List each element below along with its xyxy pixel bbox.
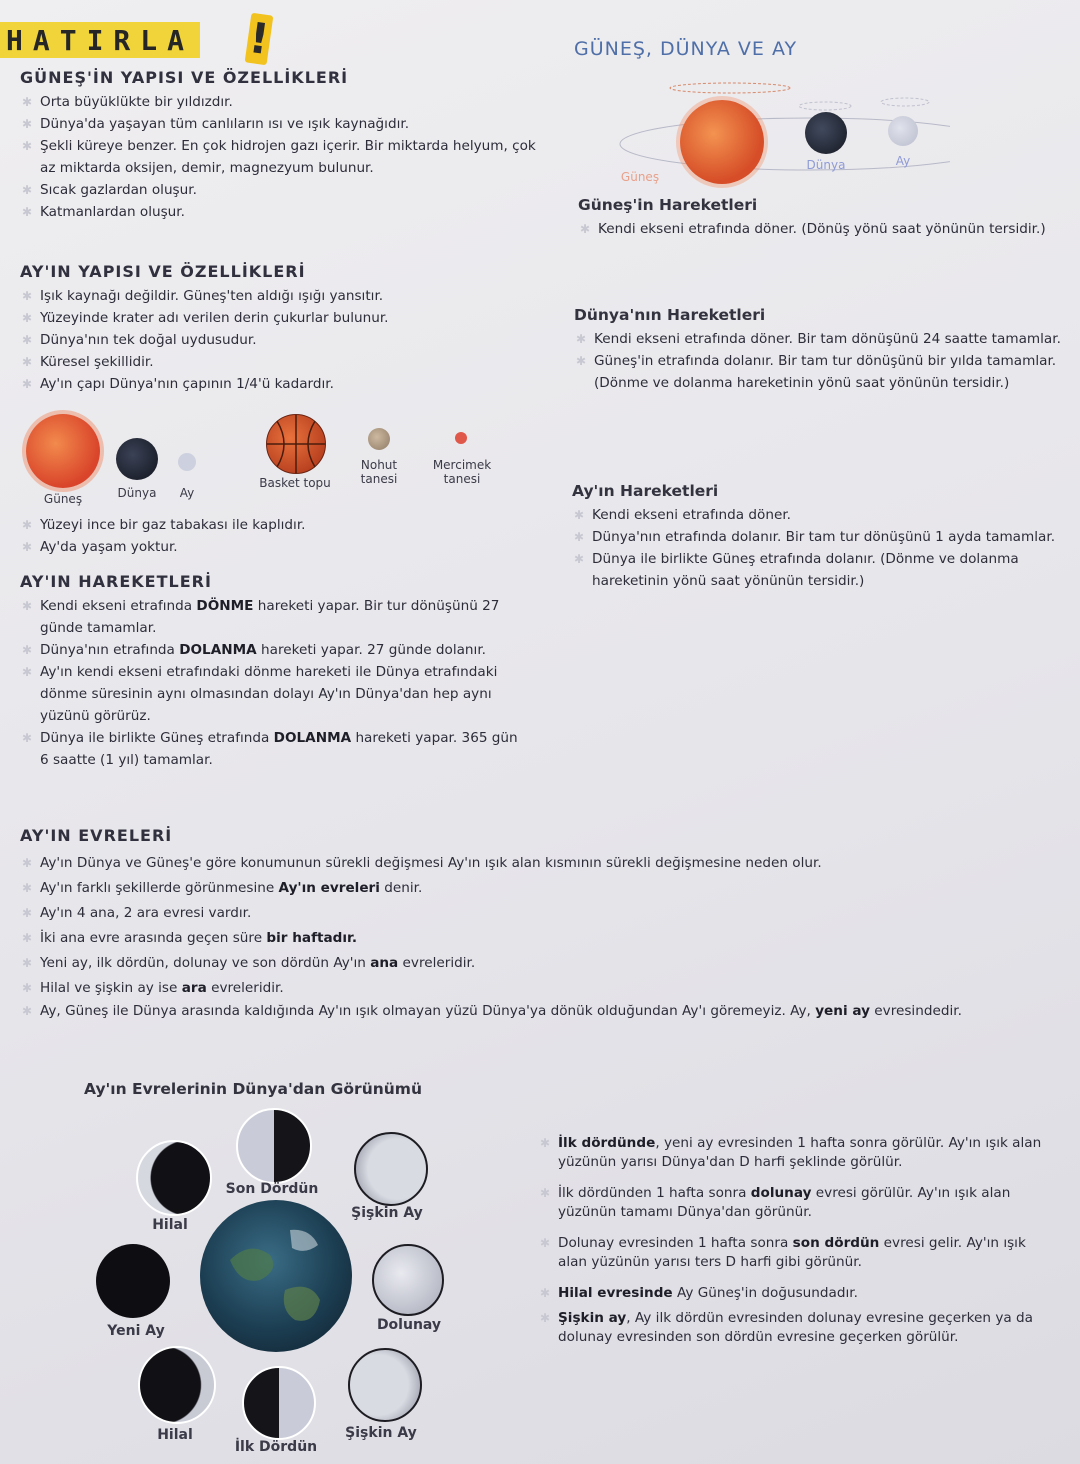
exclamation-mark: !: [246, 12, 272, 65]
basketball-icon: [266, 414, 326, 474]
last-quarter-moon-icon: [236, 1108, 312, 1184]
moon-label: Ay: [895, 154, 911, 168]
sun-caption: Güneş: [43, 492, 83, 506]
moon-movements-right-section: [572, 482, 1062, 592]
moon-icon: [178, 453, 196, 471]
size-comparison-illustration: [20, 408, 540, 512]
first-quarter-label: İlk Dördün: [234, 1439, 318, 1455]
moon-structure-heading: AY'IN YAPISI VE ÖZELLİKLERİ: [20, 262, 306, 281]
moon-movements-right-heading: Ay'ın Hareketleri: [572, 482, 719, 500]
page-title-banner: [0, 22, 200, 58]
earth-icon: [200, 1200, 352, 1352]
moon-phases-section: [20, 826, 1060, 1021]
moon-phases-heading: AY'IN EVRELERİ: [20, 826, 173, 845]
list-item: ✱ Ay'ın 4 ana, 2 ara evresi vardır.: [20, 901, 1060, 926]
list-item: ✱ Yeni ay, ilk dördün, dolunay ve son dördün Ay'ın ana evreleridir.: [20, 951, 1060, 976]
list-item: ✱ Ay'ın farklı şekillerde görünmesine Ay'ın evreleri denir.: [20, 876, 1060, 901]
earth-label: Dünya: [806, 158, 846, 172]
sun-earth-moon-heading: GÜNEŞ, DÜNYA VE AY: [574, 38, 798, 60]
list-item: ✱ Kendi ekseni etrafında DÖNME hareketi yapar. Bir tur dönüşünü 27 günde tamamlar.: [20, 595, 520, 639]
phases-diagram-title: Ay'ın Evrelerinin Dünya'dan Görünümü: [84, 1080, 422, 1098]
sun-structure-heading: GÜNEŞ'İN YAPISI VE ÖZELLİKLERİ: [20, 68, 349, 87]
list-item: ✱ Dünya'nın tek doğal uydusudur.: [20, 329, 540, 351]
list-item: ✱ Yüzeyi ince bir gaz tabakası ile kaplıdır.: [20, 514, 540, 536]
new-moon-label: Yeni Ay: [107, 1323, 165, 1339]
gibbous-bottom-label: Şişkin Ay: [345, 1425, 417, 1441]
gibbous-moon-icon: [354, 1132, 428, 1206]
list-item: ✱ Işık kaynağı değildir. Güneş'ten aldığı ışığı yansıtır.: [20, 285, 540, 307]
full-moon-label: Dolunay: [376, 1317, 442, 1333]
list-item: ✱ Ay'ın Dünya ve Güneş'e göre konumunun sürekli değişmesi Ay'ın ışık alan kısmının sürekli değişmesine neden olur.: [20, 851, 1060, 876]
basketball-caption: Basket topu: [259, 476, 331, 490]
sun-earth-moon-illustration: [610, 74, 950, 194]
earth-icon: [805, 112, 847, 154]
sun-icon: [26, 414, 100, 488]
sun-label: Güneş: [620, 170, 660, 184]
crescent-moon-icon: [136, 1140, 212, 1216]
list-item: ✱ Hilal ve şişkin ay ise ara evreleridir.: [20, 976, 1060, 1001]
moon-structure-extra: [20, 514, 540, 558]
earth-movements-heading: Dünya'nın Hareketleri: [574, 306, 766, 324]
phases-explanation: [538, 1134, 1058, 1347]
moon-phases-diagram: [86, 1104, 526, 1460]
list-item: ✱ Güneş'in etrafında dolanır. Bir tam tur dönüşünü bir yılda tamamlar. (Dönme ve dolanma hareketinin yönü saat yönünün tersidir.): [574, 350, 1064, 394]
list-item: ✱ Ay'ın kendi ekseni etrafındaki dönme hareketi ile Dünya etrafındaki dönme süresinin aynı olmasından dolayı Ay'ın Dünya'dan hep aynı yüzünü görürüz.: [20, 661, 520, 727]
list-item: ✱ Dünya ile birlikte Güneş etrafında DOLANMA hareketi yapar. 365 gün 6 saatte (1 yıl) tamamlar.: [20, 727, 520, 771]
list-item: ✱ Dünya'da yaşayan tüm canlıların ısı ve ışık kaynağıdır.: [20, 113, 540, 135]
list-item: ✱ Kendi ekseni etrafında döner. Bir tam dönüşünü 24 saatte tamamlar.: [574, 328, 1064, 350]
crescent-bottom-label: Hilal: [157, 1427, 193, 1443]
list-item: ✱ Orta büyüklükte bir yıldızdır.: [20, 91, 540, 113]
lentil-caption: Mercimek tanesi: [432, 458, 492, 486]
last-quarter-label: Son Dördün: [225, 1181, 319, 1197]
list-item: ✱ İlk dördünden 1 hafta sonra dolunay evresi görülür. Ay'ın ışık alan yüzünün tamamı Dünya'dan görünür.: [538, 1184, 1058, 1222]
list-item: ✱ Dünya'nın etrafında DOLANMA hareketi yapar. 27 günde dolanır.: [20, 639, 520, 661]
chickpea-icon: [368, 428, 390, 450]
moon-movements-heading: AY'IN HAREKETLERİ: [20, 572, 212, 591]
first-quarter-moon-icon: [242, 1366, 316, 1440]
moon-structure-section: [20, 262, 540, 395]
full-moon-icon: [372, 1244, 444, 1316]
list-item: ✱ Ay'da yaşam yoktur.: [20, 536, 540, 558]
earth-movements-section: [574, 306, 1064, 394]
list-item: ✱ Yüzeyinde krater adı verilen derin çukurlar bulunur.: [20, 307, 540, 329]
sun-movements-heading: Güneş'in Hareketleri: [578, 196, 758, 214]
earth-icon: [116, 438, 158, 480]
list-item: ✱ Kendi ekseni etrafında döner. (Dönüş yönü saat yönünün tersidir.): [578, 218, 1058, 240]
list-item: ✱ İki ana evre arasında geçen süre bir haftadır.: [20, 926, 1060, 951]
lentil-icon: [455, 432, 467, 444]
list-item: ✱ Ay'ın çapı Dünya'nın çapının 1/4'ü kadardır.: [20, 373, 540, 395]
new-moon-icon: [96, 1244, 170, 1318]
list-item: ✱ Dünya ile birlikte Güneş etrafında dolanır. (Dönme ve dolanma hareketinin yönü saat yönünün tersidir.): [572, 548, 1062, 592]
crescent-moon-icon: [138, 1346, 216, 1424]
list-item: ✱ Kendi ekseni etrafında döner.: [572, 504, 1062, 526]
list-item: ✱ Şişkin ay, Ay ilk dördün evresinden dolunay evresine geçerken ya da dolunay evresinden son dördün evresine geçerken görülür.: [538, 1309, 1058, 1347]
gibbous-moon-icon: [348, 1348, 422, 1422]
chickpea-caption: Nohut tanesi: [360, 458, 398, 486]
moon-icon: [888, 116, 918, 146]
list-item: ✱ Dolunay evresinden 1 hafta sonra son dördün evresi gelir. Ay'ın ışık alan yüzünün yarısı ters D harfi gibi görünür.: [538, 1234, 1058, 1272]
sun-icon: [680, 100, 764, 184]
list-item: ✱ Şekli küreye benzer. En çok hidrojen gazı içerir. Bir miktarda helyum, çok az miktarda oksijen, demir, magnezyum bulunur.: [20, 135, 540, 179]
earth-caption: Dünya: [117, 486, 157, 500]
moon-movements-section: [20, 572, 520, 771]
list-item: ✱ Katmanlardan oluşur.: [20, 201, 540, 223]
moon-caption: Ay: [179, 486, 195, 500]
list-item: ✱ İlk dördünde, yeni ay evresinden 1 hafta sonra görülür. Ay'ın ışık alan yüzünün yarısı Dünya'dan D harfi şeklinde görülür.: [538, 1134, 1058, 1172]
gibbous-top-label: Şişkin Ay: [351, 1205, 423, 1221]
list-item: ✱ Dünya'nın etrafında dolanır. Bir tam tur dönüşünü 1 ayda tamamlar.: [572, 526, 1062, 548]
sun-structure-section: [20, 68, 540, 223]
list-item: ✱ Küresel şekillidir.: [20, 351, 540, 373]
list-item: ✱ Ay, Güneş ile Dünya arasında kaldığında Ay'ın ışık olmayan yüzü Dünya'ya dönük olduğundan Ay'ı göremeyiz. Ay, yeni ay evresindedir.: [20, 1001, 1060, 1021]
sun-movements-section: [578, 196, 1058, 240]
page-title: HATIRLA: [6, 23, 195, 57]
crescent-top-label: Hilal: [152, 1217, 188, 1233]
list-item: ✱ Sıcak gazlardan oluşur.: [20, 179, 540, 201]
list-item: ✱ Hilal evresinde Ay Güneş'in doğusundadır.: [538, 1284, 1058, 1303]
